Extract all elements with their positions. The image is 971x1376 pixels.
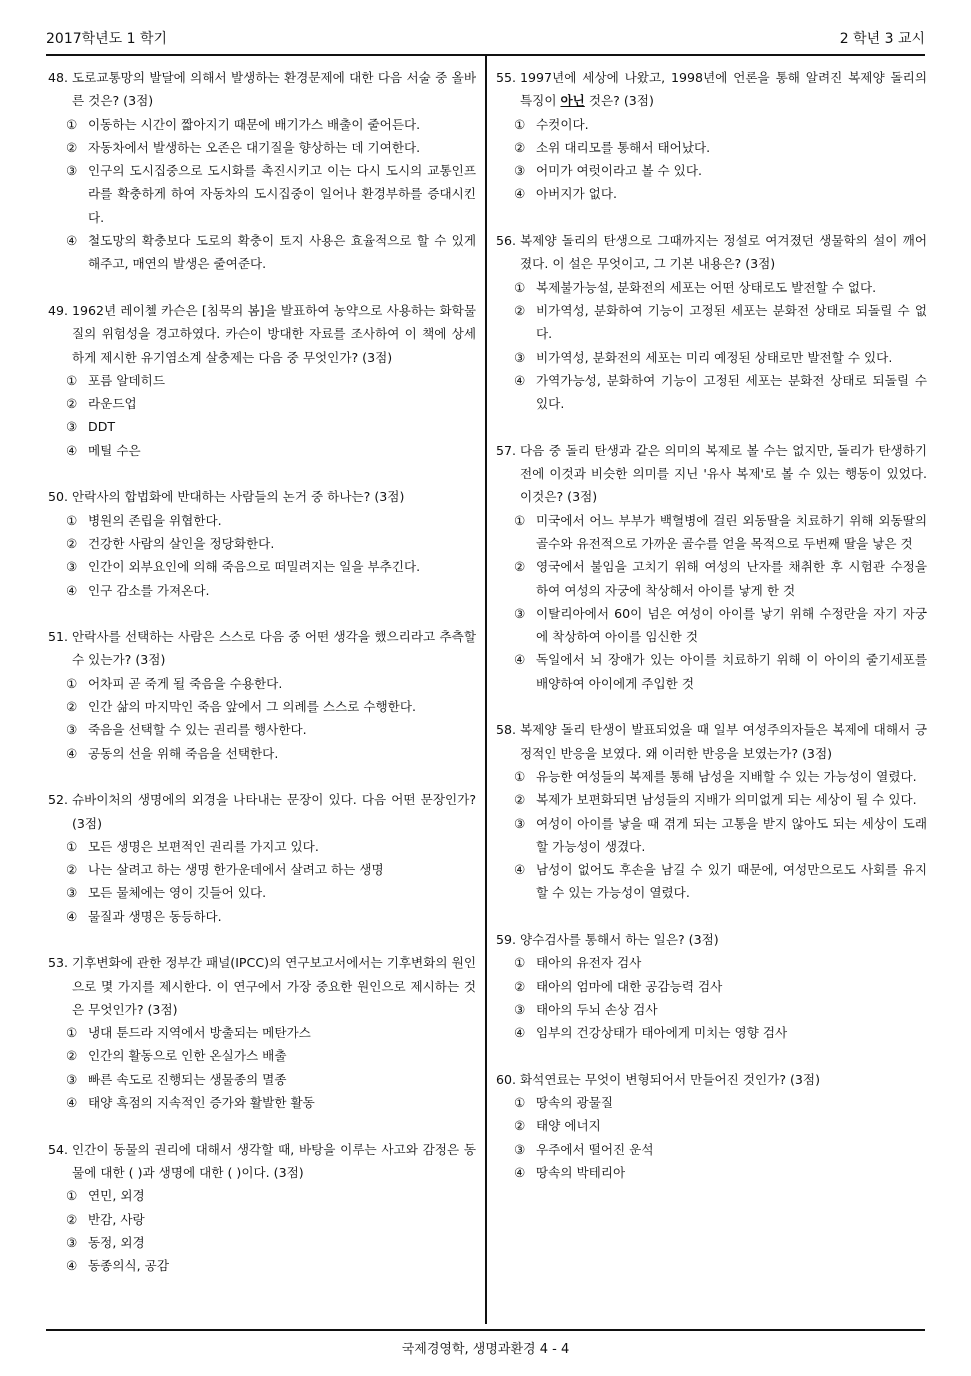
option-2[interactable]: [48, 532, 476, 555]
option-mark: ①: [514, 768, 526, 784]
question-54: [48, 1138, 476, 1278]
option-text: 빠른 속도로 진행되는 생물종의 멸종: [88, 1071, 287, 1087]
option-2[interactable]: [48, 1044, 476, 1067]
option-mark: ②: [66, 535, 78, 551]
option-text: 동정, 외경: [88, 1234, 145, 1250]
option-1[interactable]: [496, 765, 927, 788]
option-2[interactable]: [496, 299, 927, 346]
option-text: 우주에서 떨어진 운석: [536, 1141, 654, 1157]
option-text: 가역가능성, 분화하여 기능이 고정된 세포는 분화전 상태로 되돌릴 수 있다.: [536, 372, 927, 412]
option-mark: ①: [514, 955, 526, 971]
question-55: [496, 66, 927, 206]
left-column: [48, 66, 476, 1277]
option-mark: ④: [66, 908, 78, 924]
option-3[interactable]: [48, 555, 476, 578]
option-2[interactable]: [496, 555, 927, 602]
option-mark: ③: [66, 722, 78, 738]
page-header: [46, 28, 925, 52]
option-3[interactable]: [48, 415, 476, 438]
option-mark: ①: [514, 279, 526, 295]
option-text: 동종의식, 공감: [88, 1258, 169, 1274]
question-number: 53.: [48, 955, 69, 971]
option-text: 유능한 여성들의 복제를 통해 남성을 지배할 수 있는 가능성이 열렸다.: [536, 768, 917, 784]
option-4[interactable]: [48, 229, 476, 276]
option-1[interactable]: [48, 1184, 476, 1207]
option-mark: ①: [514, 512, 526, 528]
option-text: 어미가 여럿이라고 볼 수 있다.: [536, 163, 703, 179]
option-mark: ④: [514, 652, 526, 668]
option-mark: ①: [66, 838, 78, 854]
option-4[interactable]: [496, 648, 927, 695]
question-48: [48, 66, 476, 276]
option-text: 철도망의 확충보다 도로의 확충이 토지 사용은 효율적으로 할 수 있게 해주고, 매연의 발생은 줄여준다.: [88, 233, 476, 272]
option-mark: ④: [514, 1164, 526, 1180]
question-number: 57.: [496, 442, 517, 458]
question-stem: [48, 66, 476, 113]
option-mark: ③: [514, 1141, 526, 1157]
option-text: 태아의 엄마에 대한 공감능력 검사: [536, 978, 723, 994]
option-text: 태아의 유전자 검사: [536, 955, 642, 971]
option-text: 독일에서 뇌 장애가 있는 아이를 치료하기 위해 이 아이의 줄기세포를 배양하여 아이에게 주입한 것: [536, 652, 927, 691]
option-text: 모든 물체에는 영이 깃들어 있다.: [88, 885, 267, 901]
grade-period-label: 2 학년 3 교시: [839, 31, 925, 47]
option-4[interactable]: [496, 1161, 927, 1184]
question-stem: [496, 718, 927, 765]
option-4[interactable]: [496, 1021, 927, 1044]
option-mark: ①: [66, 512, 78, 528]
question-text-a: 1997년에 세상에 나왔고, 1998년에 언론을 통해 알려진 복제양 돌리의 특징이: [520, 70, 927, 109]
option-3[interactable]: [496, 812, 927, 859]
question-text-b: 것은? (3점): [584, 93, 654, 109]
option-2[interactable]: [48, 695, 476, 718]
question-number: 55.: [496, 70, 517, 85]
question-56: [496, 229, 927, 415]
option-2[interactable]: [496, 136, 927, 159]
option-text: 태양 흑점의 지속적인 증가와 활발한 활동: [88, 1095, 315, 1111]
option-2[interactable]: [496, 1114, 927, 1137]
option-text: 복제가 보편화되면 남성들의 지배가 의미없게 되는 세상이 될 수 있다.: [536, 792, 917, 808]
option-mark: ③: [66, 163, 78, 179]
option-4[interactable]: [496, 369, 927, 416]
option-text: 연민, 외경: [88, 1188, 145, 1204]
option-text: 이탈리아에서 60이 넘은 여성이 아이를 낳기 위해 수정란을 자기 자궁에 착상하여 아이를 임신한 것: [536, 605, 927, 645]
option-3[interactable]: [48, 1068, 476, 1091]
option-2[interactable]: [48, 858, 476, 881]
option-mark: ②: [66, 1211, 78, 1227]
option-4[interactable]: [48, 1091, 476, 1114]
question-stem: [496, 928, 927, 951]
option-text: 영국에서 불임을 고치기 위해 여성의 난자를 채취한 후 시험관 수정을 하여 여성의 자궁에 착상해서 아이를 낳게 한 것: [536, 559, 927, 598]
option-3[interactable]: [496, 346, 927, 369]
option-4[interactable]: [48, 579, 476, 602]
question-stem: [48, 1138, 476, 1185]
question-text: 복제양 돌리의 탄생으로 그때까지는 정설로 여겨졌던 생물학의 설이 깨어졌다. 이 설은 무엇이고, 그 기본 내용은? (3점): [520, 233, 927, 272]
option-text: 물질과 생명은 동등하다.: [88, 908, 222, 924]
page-footer: 국제경영학, 생명과환경 4 - 4: [401, 1342, 570, 1357]
option-mark: ③: [514, 349, 526, 365]
option-mark: ①: [66, 675, 78, 691]
option-mark: ④: [66, 442, 78, 458]
option-3[interactable]: [496, 602, 927, 649]
option-1[interactable]: [48, 672, 476, 695]
option-mark: ④: [514, 186, 526, 202]
option-text: 라운드업: [88, 396, 137, 412]
option-mark: ①: [514, 1095, 526, 1111]
option-mark: ②: [514, 978, 526, 994]
question-text: 안락사의 합법화에 반대하는 사람들의 논거 중 하나는? (3점): [72, 489, 405, 505]
question-text: 양수검사를 통해서 하는 일은? (3점): [520, 931, 719, 947]
question-50: [48, 485, 476, 601]
option-text: 자동차에서 발생하는 오존은 대기질을 향상하는 데 기여한다.: [88, 139, 421, 155]
option-2[interactable]: [496, 975, 927, 998]
question-stem: [496, 66, 927, 113]
option-text: 태양 에너지: [536, 1118, 601, 1134]
question-51: [48, 625, 476, 765]
option-mark: ④: [66, 582, 78, 598]
option-text: 어차피 곧 죽게 될 죽음을 수용한다.: [88, 675, 283, 691]
option-mark: ①: [66, 1025, 78, 1041]
question-number: 56.: [496, 233, 517, 249]
option-text: 나는 살려고 하는 생명 한가운데에서 살려고 하는 생명: [88, 862, 384, 878]
option-mark: ①: [66, 1188, 78, 1204]
option-mark: ③: [66, 419, 78, 435]
option-mark: ④: [514, 862, 526, 878]
option-text: 죽음을 선택할 수 있는 권리를 행사한다.: [88, 722, 307, 738]
option-3[interactable]: [48, 718, 476, 741]
option-text: 비가역성, 분화전의 세포는 미리 예정된 상태로만 발전할 수 있다.: [536, 349, 893, 365]
option-text: 비가역성, 분화하여 기능이 고정된 세포는 분화전 상태로 되돌릴 수 없다.: [536, 302, 927, 342]
option-mark: ③: [66, 559, 78, 575]
option-mark: ②: [66, 862, 78, 878]
question-57: [496, 439, 927, 695]
option-text: 이동하는 시간이 짧아지기 때문에 배기가스 배출이 줄어든다.: [88, 116, 421, 132]
option-1[interactable]: [496, 509, 927, 556]
question-text: 슈바이처의 생명에의 외경을 나타내는 문장이 있다. 다음 어떤 문장인가? (3점): [72, 792, 476, 831]
question-52: [48, 788, 476, 928]
option-text: 소위 대리모를 통해서 태어났다.: [536, 139, 711, 155]
question-number: 52.: [48, 792, 69, 808]
option-mark: ②: [514, 302, 526, 318]
option-text: 태아의 두뇌 손상 검사: [536, 1001, 658, 1017]
question-stem: [48, 951, 476, 1021]
question-number: 50.: [48, 489, 69, 505]
right-column: [496, 66, 927, 1184]
question-text: 안락사를 선택하는 사람은 스스로 다음 중 어떤 생각을 했으리라고 추측할 수 있는가? (3점): [72, 629, 476, 668]
question-stem: [496, 229, 927, 276]
option-text: 땅속의 박테리아: [536, 1164, 626, 1180]
option-4[interactable]: [496, 858, 927, 905]
question-stem: [48, 625, 476, 672]
question-59: [496, 928, 927, 1044]
option-mark: ④: [66, 1095, 78, 1111]
option-1[interactable]: [496, 276, 927, 299]
option-4[interactable]: [496, 182, 927, 205]
option-mark: ③: [514, 1001, 526, 1017]
option-1[interactable]: [48, 113, 476, 136]
option-mark: ③: [66, 1071, 78, 1087]
question-58: [496, 718, 927, 904]
option-mark: ②: [66, 396, 78, 412]
question-text: 1962년 레이첼 카슨은 [침묵의 봄]을 발표하여 농약으로 사용하는 화학물질의 위험성을 경고하였다. 카슨이 방대한 자료를 조사하여 이 책에 상세하게 제시한 유기염소계 살충제는 다음 중 무엇인가? (3점): [72, 302, 476, 365]
option-mark: ②: [66, 139, 78, 155]
question-stem: [496, 1068, 927, 1091]
option-text: 인간의 활동으로 인한 온실가스 배출: [88, 1048, 287, 1064]
option-mark: ①: [66, 116, 78, 132]
option-1[interactable]: [496, 1091, 927, 1114]
option-mark: ②: [66, 1048, 78, 1064]
option-mark: ②: [514, 792, 526, 808]
option-2[interactable]: [48, 136, 476, 159]
option-text: 여성이 아이를 낳을 때 겪게 되는 고통을 받지 않아도 되는 세상이 도래할 가능성이 생겼다.: [536, 815, 927, 854]
column-divider: [485, 56, 487, 1324]
option-mark: ④: [66, 1258, 78, 1274]
question-number: 60.: [496, 1071, 517, 1087]
option-mark: ④: [66, 233, 78, 249]
option-text: DDT: [88, 419, 116, 435]
option-1[interactable]: [48, 369, 476, 392]
option-mark: ④: [514, 1025, 526, 1041]
question-49: [48, 299, 476, 462]
option-text: 건강한 사람의 살인을 정당화한다.: [88, 535, 275, 551]
question-number: 48.: [48, 70, 69, 85]
option-mark: ③: [514, 605, 526, 621]
option-text: 미국에서 어느 부부가 백혈병에 걸린 외동딸을 치료하기 위해 외동딸의 골수와 유전적으로 가까운 골수를 얻을 목적으로 두번째 딸을 낳은 것: [536, 512, 927, 551]
question-53: [48, 951, 476, 1114]
question-stem: [48, 485, 476, 508]
option-text: 반감, 사랑: [88, 1211, 145, 1227]
option-mark: ②: [514, 139, 526, 155]
question-stem: [496, 439, 927, 509]
question-60: [496, 1068, 927, 1184]
emphasis-not: 아닌: [560, 93, 585, 109]
question-number: 54.: [48, 1141, 69, 1157]
option-mark: ②: [514, 559, 526, 575]
option-text: 인간 삶의 마지막인 죽음 앞에서 그 의례를 스스로 수행한다.: [88, 699, 417, 715]
option-text: 모든 생명은 보편적인 권리를 가지고 있다.: [88, 838, 319, 854]
option-3[interactable]: [48, 159, 476, 229]
option-3[interactable]: [48, 1231, 476, 1254]
option-4[interactable]: [48, 905, 476, 928]
option-mark: ④: [514, 372, 526, 388]
option-text: 병원의 존립을 위협한다.: [88, 512, 222, 528]
footer-rule: [46, 1329, 925, 1331]
option-1[interactable]: [48, 835, 476, 858]
option-mark: ③: [66, 885, 78, 901]
option-1[interactable]: [496, 951, 927, 974]
option-text: 임부의 건강상태가 태아에게 미치는 영향 검사: [536, 1025, 788, 1041]
option-text: 아버지가 없다.: [536, 186, 617, 202]
option-text: 수컷이다.: [536, 116, 589, 132]
option-3[interactable]: [48, 881, 476, 904]
option-mark: ①: [514, 116, 526, 132]
option-mark: ③: [66, 1234, 78, 1250]
question-number: 51.: [48, 629, 69, 645]
question-number: 58.: [496, 722, 517, 738]
option-1[interactable]: [48, 1021, 476, 1044]
option-text: 인구의 도시집중으로 도시화를 촉진시키고 이는 다시 도시의 교통인프라를 확충하게 하여 자동차의 도시집중이 일어나 환경부하를 증대시킨다.: [88, 163, 476, 225]
question-stem: [48, 299, 476, 369]
option-3[interactable]: [496, 159, 927, 182]
option-text: 남성이 없어도 후손을 남길 수 있기 때문에, 여성만으로도 사회를 유지할 수 있는 가능성이 열렸다.: [536, 862, 927, 901]
option-mark: ③: [514, 815, 526, 831]
option-text: 인간이 외부요인에 의해 죽음으로 떠밀려지는 일을 부추긴다.: [88, 559, 421, 575]
question-text: 복제양 돌리 탄생이 발표되었을 때 일부 여성주의자들은 복제에 대해서 긍정적인 반응을 보였다. 왜 이러한 반응을 보였는가? (3점): [520, 722, 927, 761]
option-text: 인구 감소를 가져온다.: [88, 582, 210, 598]
option-mark: ①: [66, 372, 78, 388]
option-text: 공동의 선을 위해 죽음을 선택한다.: [88, 745, 279, 761]
option-1[interactable]: [496, 113, 927, 136]
question-text: 기후변화에 관한 정부간 패널(IPCC)의 연구보고서에서는 기후변화의 원인으로 몇 가지를 제시한다. 이 연구에서 가장 중요한 원인으로 제시하는 것은 무엇인가? (3점): [72, 955, 476, 1017]
option-text: 포름 알데히드: [88, 372, 165, 388]
question-text: 화석연료는 무엇이 변형되어서 만들어진 것인가? (3점): [520, 1071, 821, 1087]
option-3[interactable]: [496, 998, 927, 1021]
option-mark: ②: [514, 1118, 526, 1134]
option-4[interactable]: [48, 439, 476, 462]
option-4[interactable]: [48, 1254, 476, 1277]
option-text: 땅속의 광물질: [536, 1095, 613, 1111]
option-2[interactable]: [496, 788, 927, 811]
semester-label: 2017학년도 1 학기: [46, 31, 168, 47]
option-text: 메틸 수은: [88, 442, 141, 458]
option-2[interactable]: [48, 1208, 476, 1231]
option-3[interactable]: [496, 1138, 927, 1161]
question-text: 다음 중 돌리 탄생과 같은 의미의 복제로 볼 수는 없지만, 돌리가 탄생하기 전에 이것과 비슷한 의미를 지닌 '유사 복제'로 볼 수 있는 행동이 있었다. 이것은? (3점): [520, 442, 927, 505]
question-text: 도로교통망의 발달에 의해서 발생하는 환경문제에 대한 다음 서술 중 올바른 것은? (3점): [72, 70, 476, 109]
option-4[interactable]: [48, 742, 476, 765]
option-text: 냉대 툰드라 지역에서 방출되는 메탄가스: [88, 1025, 311, 1041]
option-mark: ④: [66, 745, 78, 761]
option-2[interactable]: [48, 392, 476, 415]
option-mark: ②: [66, 699, 78, 715]
question-number: 49.: [48, 302, 69, 318]
option-text: 복제불가능설, 분화전의 세포는 어떤 상태로도 발전할 수 없다.: [536, 279, 877, 295]
question-stem: [48, 788, 476, 835]
question-number: 59.: [496, 931, 517, 947]
option-mark: ③: [514, 163, 526, 179]
option-1[interactable]: [48, 509, 476, 532]
question-text: 인간이 동물의 권리에 대해서 생각할 때, 바탕을 이루는 사고와 감정은 동물에 대한 ( )과 생명에 대한 ( )이다. (3점): [72, 1141, 476, 1180]
